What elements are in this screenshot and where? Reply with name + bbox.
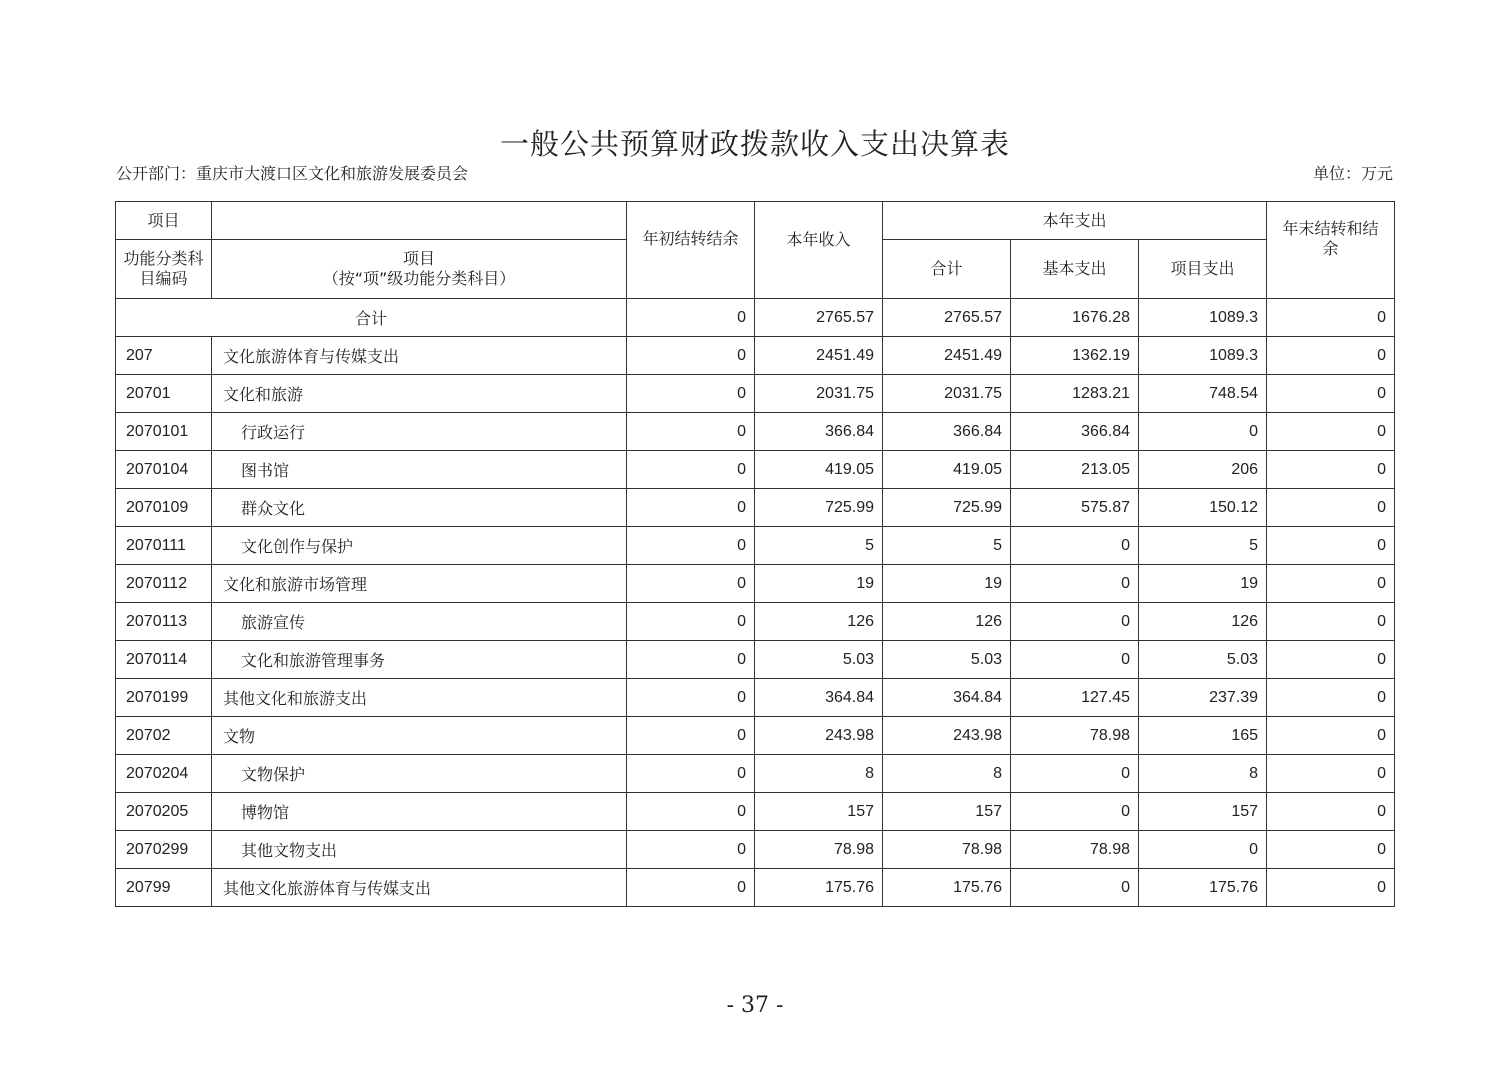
cell-income: 419.05 bbox=[755, 451, 883, 489]
header-item: 项目 bbox=[116, 202, 212, 240]
cell-name: 图书馆 bbox=[212, 451, 627, 489]
cell-code: 20799 bbox=[116, 869, 212, 907]
total-row bbox=[116, 299, 1395, 337]
cell-opening: 0 bbox=[627, 375, 755, 413]
cell-exp-project: 5 bbox=[1139, 527, 1267, 565]
header-name-line2: （按“项”级功能分类科目） bbox=[322, 269, 516, 288]
cell-exp-basic: 1283.21 bbox=[1011, 375, 1139, 413]
cell-opening: 0 bbox=[627, 413, 755, 451]
total-closing: 0 bbox=[1267, 299, 1395, 337]
cell-exp-total: 157 bbox=[883, 793, 1011, 831]
cell-name: 其他文物支出 bbox=[212, 831, 627, 869]
cell-exp-basic: 366.84 bbox=[1011, 413, 1139, 451]
total-exp-project: 1089.3 bbox=[1139, 299, 1267, 337]
cell-code: 2070113 bbox=[116, 603, 212, 641]
table-row bbox=[116, 375, 1395, 413]
cell-exp-total: 243.98 bbox=[883, 717, 1011, 755]
cell-exp-project: 206 bbox=[1139, 451, 1267, 489]
cell-closing: 0 bbox=[1267, 451, 1395, 489]
cell-income: 175.76 bbox=[755, 869, 883, 907]
cell-closing: 0 bbox=[1267, 679, 1395, 717]
cell-code: 2070204 bbox=[116, 755, 212, 793]
cell-exp-project: 1089.3 bbox=[1139, 337, 1267, 375]
cell-opening: 0 bbox=[627, 337, 755, 375]
cell-closing: 0 bbox=[1267, 565, 1395, 603]
cell-name: 其他文化旅游体育与传媒支出 bbox=[212, 869, 627, 907]
header-blank bbox=[212, 202, 627, 240]
page-number: - 37 - bbox=[726, 993, 784, 1018]
cell-opening: 0 bbox=[627, 793, 755, 831]
cell-exp-basic: 213.05 bbox=[1011, 451, 1139, 489]
cell-income: 78.98 bbox=[755, 831, 883, 869]
cell-income: 364.84 bbox=[755, 679, 883, 717]
table-row bbox=[116, 717, 1395, 755]
cell-code: 2070205 bbox=[116, 793, 212, 831]
header-name-line1: 项目 bbox=[402, 249, 435, 268]
cell-exp-total: 19 bbox=[883, 565, 1011, 603]
cell-exp-total: 5 bbox=[883, 527, 1011, 565]
cell-closing: 0 bbox=[1267, 413, 1395, 451]
cell-closing: 0 bbox=[1267, 527, 1395, 565]
cell-income: 8 bbox=[755, 755, 883, 793]
cell-code: 20702 bbox=[116, 717, 212, 755]
table-row bbox=[116, 793, 1395, 831]
cell-exp-project: 150.12 bbox=[1139, 489, 1267, 527]
table-row bbox=[116, 603, 1395, 641]
cell-exp-project: 748.54 bbox=[1139, 375, 1267, 413]
department-label: 公开部门：重庆市大渡口区文化和旅游发展委员会 bbox=[116, 164, 469, 183]
cell-exp-project: 237.39 bbox=[1139, 679, 1267, 717]
cell-exp-project: 8 bbox=[1139, 755, 1267, 793]
cell-name: 行政运行 bbox=[212, 413, 627, 451]
header-closing-balance: 年末结转和结余 bbox=[1267, 202, 1395, 299]
cell-income: 157 bbox=[755, 793, 883, 831]
header-opening-balance: 年初结转结余 bbox=[627, 202, 755, 299]
cell-exp-basic: 0 bbox=[1011, 641, 1139, 679]
cell-code: 2070299 bbox=[116, 831, 212, 869]
cell-exp-total: 366.84 bbox=[883, 413, 1011, 451]
table-row bbox=[116, 869, 1395, 907]
cell-name: 旅游宣传 bbox=[212, 603, 627, 641]
cell-exp-project: 165 bbox=[1139, 717, 1267, 755]
total-income: 2765.57 bbox=[755, 299, 883, 337]
header-exp-basic: 基本支出 bbox=[1011, 240, 1139, 299]
cell-name: 文化和旅游市场管理 bbox=[212, 565, 627, 603]
header-code: 功能分类科目编码 bbox=[116, 240, 212, 299]
cell-opening: 0 bbox=[627, 755, 755, 793]
table-row bbox=[116, 755, 1395, 793]
cell-code: 207 bbox=[116, 337, 212, 375]
cell-closing: 0 bbox=[1267, 793, 1395, 831]
table-row bbox=[116, 679, 1395, 717]
header-expenditure: 本年支出 bbox=[883, 202, 1267, 240]
cell-exp-total: 126 bbox=[883, 603, 1011, 641]
table-row bbox=[116, 641, 1395, 679]
cell-exp-project: 19 bbox=[1139, 565, 1267, 603]
cell-opening: 0 bbox=[627, 717, 755, 755]
total-exp-basic: 1676.28 bbox=[1011, 299, 1139, 337]
cell-exp-total: 78.98 bbox=[883, 831, 1011, 869]
cell-exp-total: 364.84 bbox=[883, 679, 1011, 717]
cell-name: 群众文化 bbox=[212, 489, 627, 527]
cell-exp-basic: 78.98 bbox=[1011, 717, 1139, 755]
table-row bbox=[116, 451, 1395, 489]
header-income: 本年收入 bbox=[755, 202, 883, 299]
cell-exp-project: 5.03 bbox=[1139, 641, 1267, 679]
page-title: 一般公共预算财政拨款收入支出决算表 bbox=[499, 127, 1010, 161]
cell-exp-basic: 0 bbox=[1011, 565, 1139, 603]
cell-income: 243.98 bbox=[755, 717, 883, 755]
cell-income: 5 bbox=[755, 527, 883, 565]
cell-opening: 0 bbox=[627, 679, 755, 717]
cell-exp-project: 157 bbox=[1139, 793, 1267, 831]
cell-exp-basic: 575.87 bbox=[1011, 489, 1139, 527]
cell-opening: 0 bbox=[627, 831, 755, 869]
cell-exp-basic: 127.45 bbox=[1011, 679, 1139, 717]
cell-closing: 0 bbox=[1267, 603, 1395, 641]
cell-name: 文化和旅游管理事务 bbox=[212, 641, 627, 679]
cell-code: 2070111 bbox=[116, 527, 212, 565]
cell-exp-basic: 0 bbox=[1011, 755, 1139, 793]
cell-income: 2451.49 bbox=[755, 337, 883, 375]
cell-opening: 0 bbox=[627, 603, 755, 641]
table-row bbox=[116, 413, 1395, 451]
cell-exp-basic: 1362.19 bbox=[1011, 337, 1139, 375]
cell-closing: 0 bbox=[1267, 717, 1395, 755]
cell-exp-total: 2031.75 bbox=[883, 375, 1011, 413]
cell-opening: 0 bbox=[627, 565, 755, 603]
total-exp-total: 2765.57 bbox=[883, 299, 1011, 337]
cell-exp-basic: 0 bbox=[1011, 527, 1139, 565]
cell-income: 2031.75 bbox=[755, 375, 883, 413]
cell-exp-basic: 0 bbox=[1011, 869, 1139, 907]
cell-closing: 0 bbox=[1267, 869, 1395, 907]
budget-table bbox=[115, 201, 1395, 907]
cell-name: 其他文化和旅游支出 bbox=[212, 679, 627, 717]
cell-opening: 0 bbox=[627, 527, 755, 565]
cell-name: 博物馆 bbox=[212, 793, 627, 831]
cell-exp-total: 2451.49 bbox=[883, 337, 1011, 375]
table-row bbox=[116, 337, 1395, 375]
cell-exp-total: 5.03 bbox=[883, 641, 1011, 679]
cell-closing: 0 bbox=[1267, 337, 1395, 375]
header-exp-project: 项目支出 bbox=[1139, 240, 1267, 299]
cell-code: 2070101 bbox=[116, 413, 212, 451]
unit-label: 单位：万元 bbox=[1312, 164, 1393, 183]
table-row bbox=[116, 489, 1395, 527]
cell-name: 文化创作与保护 bbox=[212, 527, 627, 565]
cell-exp-project: 0 bbox=[1139, 831, 1267, 869]
cell-code: 2070199 bbox=[116, 679, 212, 717]
cell-opening: 0 bbox=[627, 489, 755, 527]
cell-opening: 0 bbox=[627, 869, 755, 907]
cell-opening: 0 bbox=[627, 641, 755, 679]
cell-name: 文化和旅游 bbox=[212, 375, 627, 413]
table-row bbox=[116, 527, 1395, 565]
cell-name: 文化旅游体育与传媒支出 bbox=[212, 337, 627, 375]
table-row bbox=[116, 831, 1395, 869]
cell-closing: 0 bbox=[1267, 489, 1395, 527]
cell-exp-total: 419.05 bbox=[883, 451, 1011, 489]
cell-closing: 0 bbox=[1267, 755, 1395, 793]
cell-exp-project: 175.76 bbox=[1139, 869, 1267, 907]
cell-code: 2070104 bbox=[116, 451, 212, 489]
cell-code: 2070109 bbox=[116, 489, 212, 527]
header-name bbox=[212, 240, 627, 299]
cell-code: 2070112 bbox=[116, 565, 212, 603]
cell-exp-total: 725.99 bbox=[883, 489, 1011, 527]
cell-name: 文物保护 bbox=[212, 755, 627, 793]
cell-closing: 0 bbox=[1267, 375, 1395, 413]
cell-income: 126 bbox=[755, 603, 883, 641]
cell-income: 5.03 bbox=[755, 641, 883, 679]
cell-exp-basic: 0 bbox=[1011, 793, 1139, 831]
cell-exp-project: 126 bbox=[1139, 603, 1267, 641]
cell-exp-basic: 78.98 bbox=[1011, 831, 1139, 869]
cell-closing: 0 bbox=[1267, 831, 1395, 869]
cell-code: 2070114 bbox=[116, 641, 212, 679]
total-opening: 0 bbox=[627, 299, 755, 337]
cell-exp-project: 0 bbox=[1139, 413, 1267, 451]
table-row bbox=[116, 565, 1395, 603]
header-exp-total: 合计 bbox=[883, 240, 1011, 299]
cell-opening: 0 bbox=[627, 451, 755, 489]
cell-exp-total: 175.76 bbox=[883, 869, 1011, 907]
cell-exp-total: 8 bbox=[883, 755, 1011, 793]
cell-code: 20701 bbox=[116, 375, 212, 413]
cell-name: 文物 bbox=[212, 717, 627, 755]
cell-income: 366.84 bbox=[755, 413, 883, 451]
cell-income: 19 bbox=[755, 565, 883, 603]
cell-income: 725.99 bbox=[755, 489, 883, 527]
total-label: 合计 bbox=[116, 299, 627, 337]
cell-exp-basic: 0 bbox=[1011, 603, 1139, 641]
cell-closing: 0 bbox=[1267, 641, 1395, 679]
